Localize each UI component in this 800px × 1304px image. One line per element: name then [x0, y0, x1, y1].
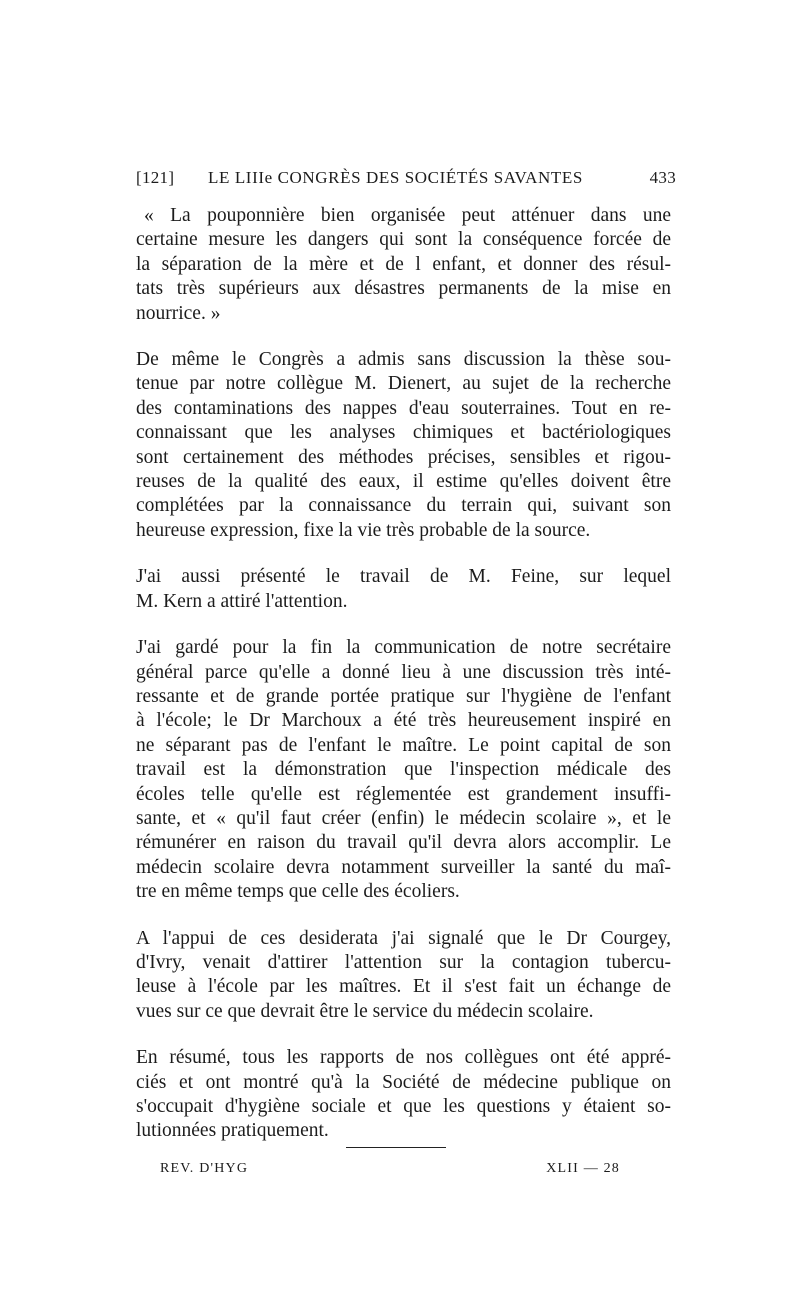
text-line: De même le Congrès a admis sans discussion la thèse sou- [136, 349, 671, 371]
page-number: 433 [649, 168, 676, 187]
text-line: ne séparant pas de l'enfant le maître. Le point capital de son [136, 734, 671, 756]
volume-signature: XLII — 28 [546, 1161, 620, 1176]
paragraph-courgey [136, 927, 671, 1025]
page-footer [160, 1161, 620, 1183]
text-line: à l'école; le Dr Marchoux a été très heureusement inspiré en [136, 710, 671, 732]
text-line: général parce qu'elle a donné lieu à une discussion très inté- [136, 661, 671, 683]
text-line: sont certainement des méthodes précises, sensibles et rigou- [136, 446, 671, 468]
text-line: ciés et ont montré qu'à la Société de médecine publique on [136, 1071, 671, 1093]
text-line: reuses de la qualité des eaux, il estime qu'elles doivent être [136, 471, 671, 493]
text-line: J'ai aussi présenté le travail de M. Feine, sur lequel [136, 566, 671, 588]
text-line: rémunérer en raison du travail qu'il devra alors accomplir. Le [136, 832, 671, 854]
journal-signature: REV. D'HYG [160, 1161, 249, 1176]
text-line: complétées par la connaissance du terrain qui, suivant son [136, 495, 671, 517]
text-line: d'Ivry, venait d'attirer l'attention sur la contagion tubercu- [136, 951, 671, 973]
text-line: heureuse expression, fixe la vie très probable de la source. [136, 519, 591, 541]
running-header [136, 168, 676, 194]
section-rule [346, 1147, 446, 1148]
text-line: A l'appui de ces desiderata j'ai signalé que le Dr Courgey, [136, 927, 671, 949]
text-line: En résumé, tous les rapports de nos collègues ont été appré- [136, 1047, 671, 1069]
paragraph-feine [136, 565, 671, 614]
text-line: s'occupait d'hygiène sociale et que les questions y étaient so- [136, 1096, 671, 1117]
paragraph-resume [136, 1046, 671, 1144]
text-line: connaissant que les analyses chimiques et bactériologiques [136, 422, 671, 444]
paragraph-dienert [136, 348, 671, 543]
text-line: écoles telle qu'elle est réglementée est grandement insuffi- [136, 783, 671, 805]
text-line: tenue par notre collègue M. Dienert, au sujet de la recherche [136, 373, 671, 395]
page-reference: [121] [136, 168, 175, 187]
text-line: nourrice. » [136, 302, 221, 324]
article-body [136, 204, 671, 1166]
text-line: vues sur ce que devrait être le service du médecin scolaire. [136, 1000, 594, 1022]
text-line: M. Kern a attiré l'attention. [136, 590, 348, 612]
text-line: lutionnées pratiquement. [136, 1120, 329, 1142]
text-line: médecin scolaire devra notamment surveiller la santé du maî- [136, 856, 671, 878]
text-line: des contaminations des nappes d'eau souterraines. Tout en re- [136, 397, 671, 419]
text-line: tre en même temps que celle des écoliers. [136, 881, 460, 903]
paragraph-quote-pouponniere [136, 204, 671, 326]
text-line: certaine mesure les dangers qui sont la conséquence forcée de [136, 229, 671, 251]
running-title: LE LIIIe CONGRÈS DES SOCIÉTÉS SAVANTES [208, 168, 583, 187]
text-line: ressante et de grande portée pratique sur l'hygiène de l'enfant [136, 685, 671, 707]
text-line: travail est la démonstration que l'inspection médicale des [136, 759, 671, 781]
text-line: J'ai gardé pour la fin la communication de notre secrétaire [136, 637, 671, 659]
paragraph-marchoux [136, 636, 671, 904]
text-line: leuse à l'école par les maîtres. Et il s'est fait un échange de [136, 976, 671, 998]
text-line: la séparation de la mère et de l enfant, et donner des résul- [136, 253, 671, 275]
text-line: tats très supérieurs aux désastres permanents de la mise en [136, 278, 671, 300]
text-line: « La pouponnière bien organisée peut atténuer dans une [144, 205, 671, 226]
text-line: sante, et « qu'il faut créer (enfin) le médecin scolaire », et le [136, 807, 671, 829]
